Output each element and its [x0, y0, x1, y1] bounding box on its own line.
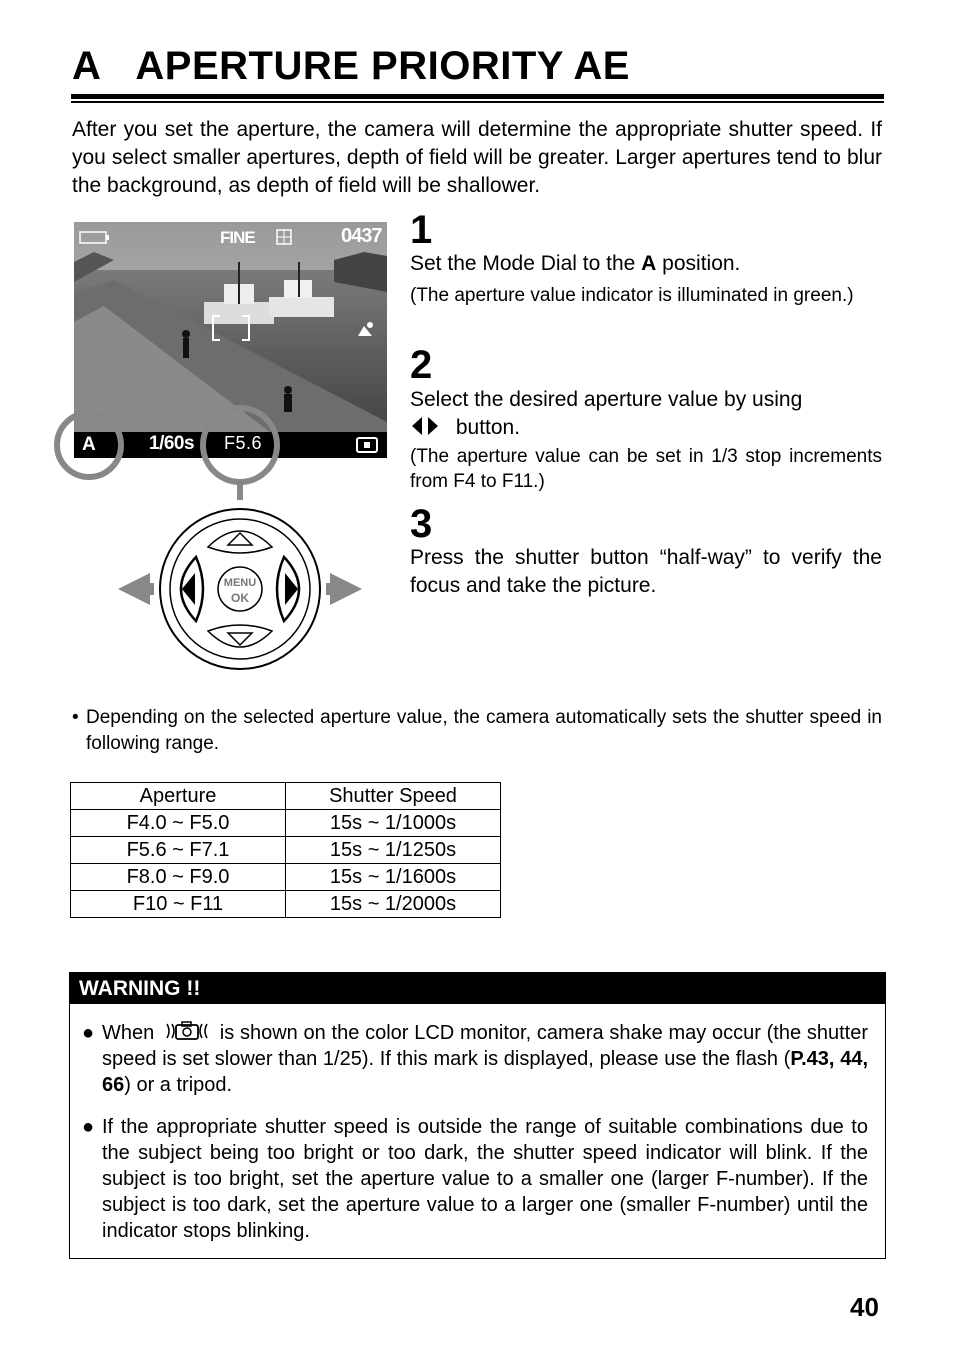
step-1-text-b: position. [662, 252, 741, 275]
bullet-dot: ● [82, 1116, 95, 1138]
cell-shutter: 15s ~ 1/1250s [286, 837, 501, 864]
lcd-quality: FINE [220, 228, 255, 247]
step-2-button-word: button. [455, 416, 521, 439]
warning-item-1-a: When [102, 1022, 155, 1044]
title-rule [71, 94, 884, 99]
dpad-ok-label: OK [231, 591, 249, 605]
range-note-text: Depending on the selected aperture value, the camera automatically sets the shutter speed in following range. [86, 707, 882, 754]
bullet-dot: ● [82, 1022, 95, 1044]
step-1-number: 1 [410, 208, 433, 252]
mode-a-glyph-inline: A [641, 252, 657, 275]
col-header-aperture: Aperture [71, 783, 286, 810]
dpad-menu-label: MENU [223, 577, 257, 589]
warning-item-1 [82, 1020, 868, 1098]
step-1-note: (The aperture value indicator is illuminated in green.) [410, 285, 854, 306]
intro-paragraph: After you set the aperture, the camera will determine the appropriate shutter speed. If you select smaller apertures, depth of field will be greater. Larger apertures tend to blur the background, as depth of field will be shallower. [72, 118, 882, 197]
table-row [71, 891, 501, 918]
table-header-row [71, 783, 501, 810]
step-2-number: 2 [410, 343, 433, 387]
warning-item-1-text [102, 1020, 868, 1098]
step-2-text [410, 386, 882, 414]
step-1-text-a: Set the Mode Dial to the [410, 252, 636, 275]
cell-shutter: 15s ~ 1/2000s [286, 891, 501, 918]
page-title-text: APERTURE PRIORITY AE [135, 44, 630, 88]
warning-item-1-b: is shown on the color LCD monitor, camera shake may occur (the shutter speed is set slower than 1/25). If this mark is displayed, please use the flash ( [102, 1022, 869, 1070]
bullet-dot: • [72, 707, 79, 728]
step-3-text: Press the shutter button “half-way” to verify the focus and take the picture. [410, 546, 882, 597]
page-title [72, 44, 630, 89]
mode-a-glyph: A [72, 44, 102, 88]
lcd-aperture: F5.6 [224, 433, 263, 453]
callout-rings [50, 405, 370, 500]
title-rule-thin [71, 101, 884, 103]
step-2-button-line [410, 414, 520, 442]
cell-aperture: F4.0 ~ F5.0 [71, 810, 286, 837]
step-2-text-a: Select the desired aperture value by using [410, 388, 803, 411]
cell-shutter: 15s ~ 1/1000s [286, 810, 501, 837]
lcd-mode: A [82, 434, 96, 455]
col-header-shutter: Shutter Speed [286, 783, 501, 810]
step-1-text [410, 250, 882, 278]
warning-item-1-ref: P.43, 44, 66 [102, 1048, 869, 1096]
shutter-range-table [70, 782, 501, 918]
step-2-note: (The aperture value can be set in 1/3 stop increments from F4 to F11.) [410, 446, 882, 492]
table-row [71, 837, 501, 864]
range-note [72, 705, 882, 757]
warning-heading [69, 972, 886, 1004]
camera-shake-icon [164, 1020, 210, 1042]
cell-aperture: F10 ~ F11 [71, 891, 286, 918]
warning-item-1-c: ) or a tripod. [124, 1074, 233, 1096]
table-row [71, 810, 501, 837]
table-row [71, 864, 501, 891]
left-right-arrows-icon [410, 415, 440, 437]
dpad-illustration [110, 505, 370, 673]
warning-heading-text: WARNING !! [79, 977, 201, 1000]
lcd-shutter-speed: 1/60s [149, 433, 195, 454]
cell-aperture: F5.6 ~ F7.1 [71, 837, 286, 864]
cell-aperture: F8.0 ~ F9.0 [71, 864, 286, 891]
page-number: 40 [850, 1292, 879, 1322]
step-3-number: 3 [410, 502, 433, 546]
warning-item-2 [82, 1114, 868, 1244]
cell-shutter: 15s ~ 1/1600s [286, 864, 501, 891]
warning-item-2-text: If the appropriate shutter speed is outside the range of suitable combinations due to the subject being too bright or too dark, the shutter speed indicator will blink. If the subject is too bright, set the aperture value to a smaller one (larger F-number). If the subject is too dark, set the aperture value to a larger one (smaller F-number) until the indicator stops blinking. [102, 1116, 868, 1242]
lcd-shots-remaining: 0437 [341, 225, 382, 247]
